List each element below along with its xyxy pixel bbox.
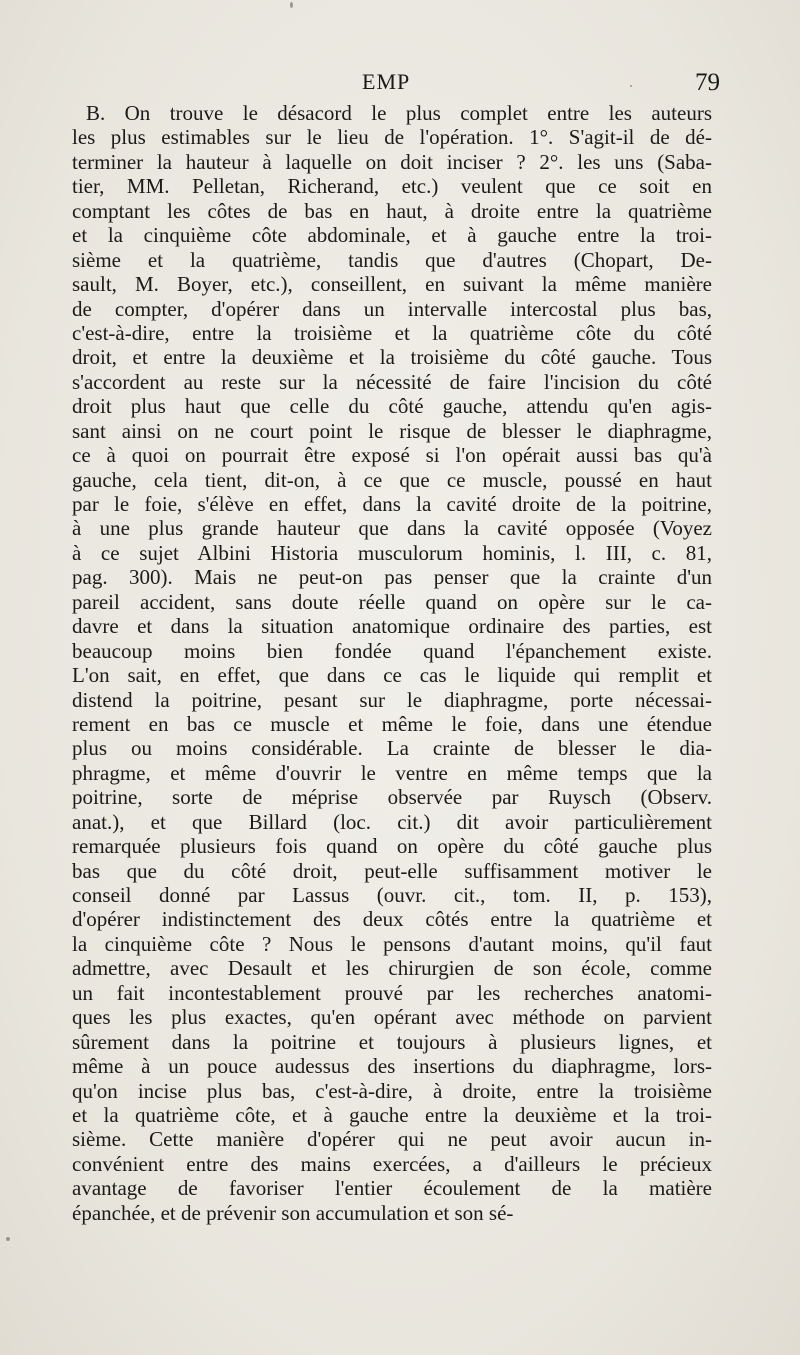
text-line: B. On trouve le désacord le plus complet entre les auteurs xyxy=(86,101,712,125)
text-line: à ce sujet Albini Historia musculorum hominis, l. III, c. 81, xyxy=(72,540,712,565)
text-line: davre et dans la situation anatomique ordinaire des parties, est xyxy=(72,614,712,639)
text-line: et la cinquième côte abdominale, et à gauche entre la troi- xyxy=(72,223,712,248)
text-line: qu'on incise plus bas, c'est-à-dire, à droite, entre la troisième xyxy=(72,1078,712,1103)
text-line: plus ou moins considérable. La crainte de blesser le dia- xyxy=(72,736,712,761)
text-line: par le foie, s'élève en effet, dans la cavité droite de la poitrine, xyxy=(72,492,712,516)
text-line: c'est-à-dire, entre la troisième et la quatrième côte du côté xyxy=(72,320,712,345)
page-header xyxy=(70,63,720,103)
text-line: et la quatrième côte, et à gauche entre la deuxième et la troi- xyxy=(72,1102,712,1127)
text-line: anat.), et que Billard (loc. cit.) dit avoir particulièrement xyxy=(72,809,712,834)
text-line: pareil accident, sans doute réelle quand on opère sur le ca- xyxy=(72,589,712,614)
text-line: distend la poitrine, pesant sur le diaphragme, porte nécessai- xyxy=(72,687,712,712)
text-line: d'opérer indistinctement des deux côtés entre la quatrième et xyxy=(72,907,712,932)
text-line: gauche, cela tient, dit-on, à ce que ce muscle, poussé en haut xyxy=(72,467,712,492)
text-line: admettre, avec Desault et les chirurgien de son école, comme xyxy=(72,956,712,981)
text-line: beaucoup moins bien fondée quand l'épanchement existe. xyxy=(72,638,712,663)
paper-speck xyxy=(6,1237,10,1241)
text-line: conseil donné par Lassus (ouvr. cit., tom. II, p. 153), xyxy=(72,883,712,907)
paper-speck xyxy=(290,2,293,8)
text-line: avantage de favoriser l'entier écoulement de la matière xyxy=(72,1176,712,1201)
text-line: même à un pouce audessus des insertions du diaphragme, lors- xyxy=(72,1054,712,1079)
text-line: sième. Cette manière d'opérer qui ne peut avoir aucun in- xyxy=(72,1127,712,1152)
text-line: pag. 300). Mais ne peut-on pas penser que la crainte d'un xyxy=(72,565,712,590)
text-line: tier, MM. Pelletan, Richerand, etc.) veulent que ce soit en xyxy=(72,174,712,199)
text-line: comptant les côtes de bas en haut, à droite entre la quatrième xyxy=(72,198,712,223)
text-line: les plus estimables sur le lieu de l'opération. 1°. S'agit-il de dé- xyxy=(72,125,712,150)
text-line: à une plus grande hauteur que dans la cavité opposée (Voyez xyxy=(72,516,712,541)
text-line: de compter, d'opérer dans un intervalle intercostal plus bas, xyxy=(72,296,712,321)
body-paragraph xyxy=(72,101,712,1225)
text-line: épanchée, et de prévenir son accumulation et son sé- xyxy=(72,1200,514,1225)
text-line: la cinquième côte ? Nous le pensons d'autant moins, qu'il faut xyxy=(72,931,712,956)
text-line: bas que du côté droit, peut-elle suffisamment motiver le xyxy=(72,858,712,883)
text-line: ques les plus exactes, qu'en opérant avec méthode on parvient xyxy=(72,1005,712,1030)
text-line: poitrine, sorte de méprise observée par Ruysch (Observ. xyxy=(72,785,712,810)
text-line: droit plus haut que celle du côté gauche, attendu qu'en agis- xyxy=(72,394,712,419)
page-number: 79 xyxy=(695,69,720,96)
text-line: terminer la hauteur à laquelle on doit inciser ? 2°. les uns (Saba- xyxy=(72,149,712,174)
text-line: sûrement dans la poitrine et toujours à plusieurs lignes, et xyxy=(72,1029,712,1054)
text-line: s'accordent au reste sur la nécessité de faire l'incision du côté xyxy=(72,369,712,394)
text-line: remarquée plusieurs fois quand on opère du côté gauche plus xyxy=(72,834,712,859)
text-line: droit, et entre la deuxième et la troisième du côté gauche. Tous xyxy=(72,345,712,370)
running-head: EMP xyxy=(362,69,411,94)
text-line: ce à quoi on pourrait être exposé si l'on opérait aussi bas qu'à xyxy=(72,443,712,468)
text-line: convénient entre des mains exercées, a d'ailleurs le précieux xyxy=(72,1151,712,1176)
text-line: sant ainsi on ne court point le risque de blesser le diaphragme, xyxy=(72,418,712,443)
paper-speck xyxy=(630,85,632,87)
text-line: un fait incontestablement prouvé par les recherches anatomi- xyxy=(72,980,712,1005)
text-line: phragme, et même d'ouvrir le ventre en même temps que la xyxy=(72,760,712,785)
text-line: sault, M. Boyer, etc.), conseillent, en suivant la même manière xyxy=(72,272,712,297)
text-line: sième et la quatrième, tandis que d'autres (Chopart, De- xyxy=(72,247,712,272)
text-line: L'on sait, en effet, que dans ce cas le liquide qui remplit et xyxy=(72,663,712,688)
text-line: rement en bas ce muscle et même le foie, dans une étendue xyxy=(72,711,712,736)
